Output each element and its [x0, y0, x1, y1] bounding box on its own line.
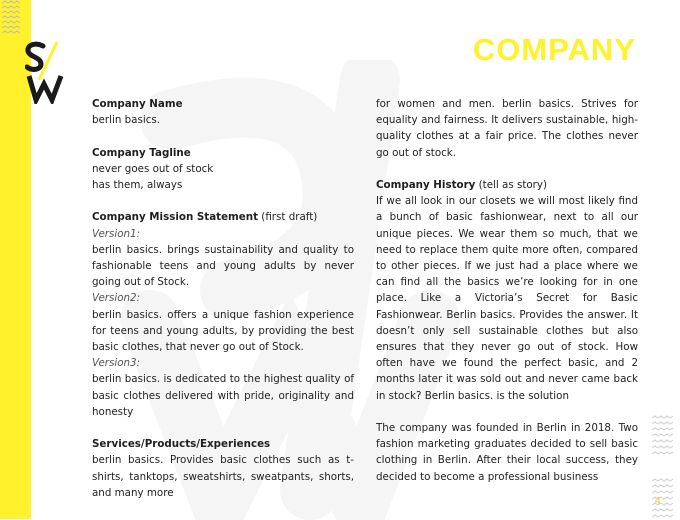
version-text: berlin basics. is dedicated to the highest quality of basic clothes delivered with pride, originality and honesty: [92, 373, 354, 418]
history-story-text: If we all look in our closets we will most likely find a bunch of basic fashionwear, next to all our unique pieces. We wear them so much, that we need to replace them quite more often, compared to other pieces. If we just had a place where we can find all the basics we’re looking for in one place. Like a Victoria’s Secret for Basic Fashionwear. Berlin basics. Provides the answer. It doesn’t only sell sustainable clothes but also ensures that they never go out of stock. How often have we found the perfect basic, and 2 months later it was sold out and never came back in stock? Berlin basics. is the solution: [376, 195, 638, 402]
founding-text: The company was founded in Berlin in 2018. Two fashion marketing graduates decided to sell basic clothing in Berlin. After their local success, they decided to become a professional business: [376, 422, 638, 483]
zigzag-pattern-icon: [2, 0, 20, 36]
tagline-line: has them, always: [92, 179, 183, 191]
services-text: berlin basics. Provides basic clothes such as t-shirts, tanktops, sweatshirts, sweatpants, shorts, and many more: [92, 454, 354, 499]
page-number: 4: [654, 496, 661, 507]
page-title: COMPANY: [472, 32, 636, 67]
heading-note: (tell as story): [475, 179, 548, 191]
section-heading: Company Mission Statement: [92, 211, 259, 224]
version-label: Version1:: [92, 227, 141, 240]
history-heading-row: [376, 177, 638, 193]
zigzag-pattern-icon: [652, 415, 674, 455]
mission-heading-row: [92, 209, 354, 225]
tagline-line: never goes out of stock: [92, 162, 214, 175]
section-heading: Company Name: [92, 98, 183, 110]
version-text: berlin basics. offers a unique fashion experience for teens and young adults, by providing the best basic clothes, that never go out of Stock.: [92, 308, 354, 354]
version-label: Version3:: [92, 357, 141, 370]
version-text: berlin basics. brings sustainability and quality to fashionable teens and young adults by never going out of Stock.: [92, 243, 354, 289]
section-heading: Company Tagline: [92, 146, 191, 159]
left-column: [92, 96, 354, 501]
company-name-text: berlin basics.: [92, 114, 160, 127]
section-heading: Company History: [376, 179, 476, 191]
sw-logo-icon: [25, 40, 69, 104]
version-label: Version2:: [92, 292, 141, 305]
continuation-text: for women and men. berlin basics. Strives for equality and fairness. It delivers sustainable, high-quality clothes at a fair price. The clothes never go out of stock.: [376, 98, 638, 159]
heading-note: (first draft): [258, 211, 318, 224]
right-column: [376, 96, 638, 485]
section-heading: Services/Products/Experiences: [92, 438, 271, 451]
